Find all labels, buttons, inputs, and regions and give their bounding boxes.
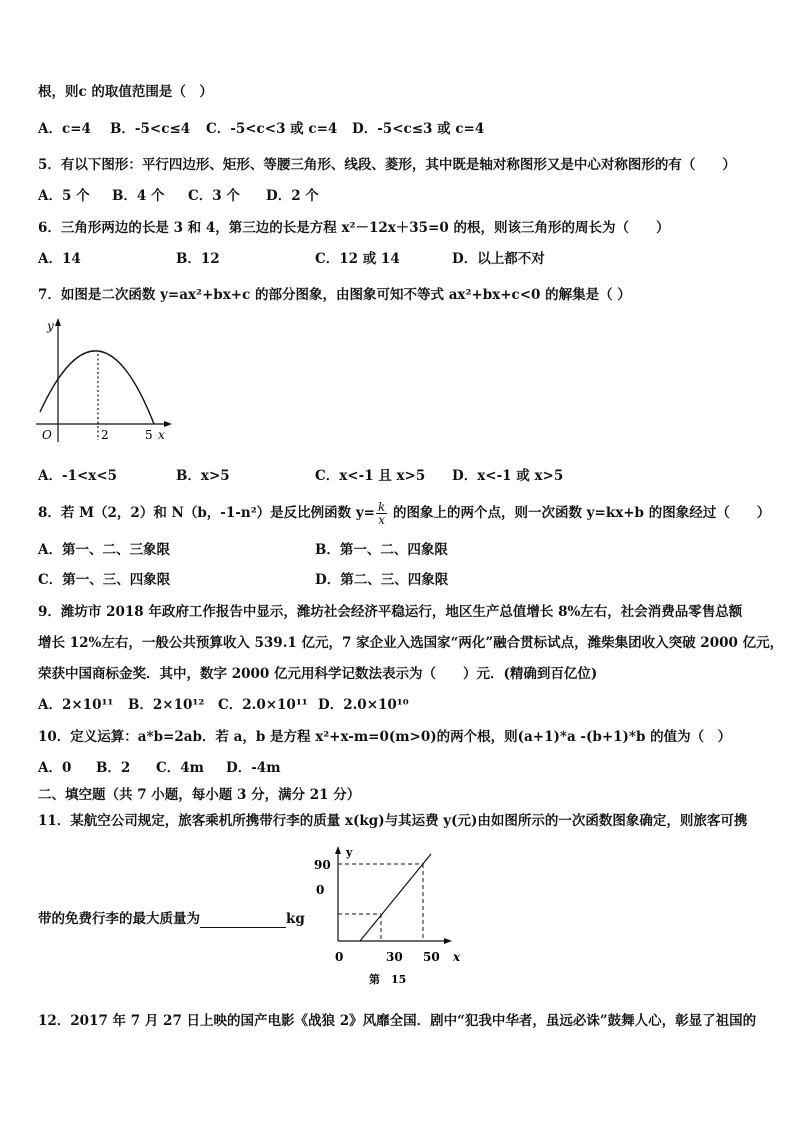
- q10-stem: 10．定义运算：a*b=2ab．若 a，b 是方程 x²+x-m=0(m>0)的两个根，则(a+1)*a -(b+1)*b 的值为（ ）: [38, 729, 732, 745]
- tick-5-label: 5: [145, 428, 153, 442]
- section-heading: 二、填空题（共 7 小题，每小题 3 分，满分 21 分）: [38, 787, 361, 803]
- option-d: D．x<-1 或 x>5: [452, 468, 564, 484]
- figure-caption: 第 15: [369, 973, 407, 986]
- option-d: D．以上都不对: [452, 251, 545, 267]
- q9-stem-line-3: 荣获中国商标金奖．其中，数字 2000 亿元用科学记数法表示为（ ）元．(精确到百亿位): [38, 666, 598, 682]
- x-tick-30-label: 30: [386, 950, 403, 964]
- option-a: A．0: [38, 760, 72, 776]
- q11-stem-post: kg: [286, 911, 305, 927]
- option-a: A．14: [38, 251, 81, 267]
- option-a: A．2×10¹¹: [38, 697, 114, 713]
- q8-stem-pre: 8．若 M（2，2）和 N（b，-1-n²）是反比例函数 y=: [38, 505, 375, 521]
- q11-stem-pre: 带的免费行李的最大质量为: [38, 911, 200, 927]
- y-axis-label: y: [47, 319, 54, 333]
- x-axis-arrow-icon: [164, 421, 172, 427]
- option-d: D．第二、三、四象限: [315, 572, 449, 588]
- option-c: C．4m: [156, 760, 204, 776]
- q9-stem-line-1: 9．潍坊市 2018 年政府工作报告中显示，潍坊社会经济平稳运行，地区生产总值增长 8%左右，社会消费品零售总额: [38, 604, 743, 620]
- option-c: C．-5<c<3 或 c=4: [206, 121, 338, 137]
- option-d: D．2.0×10¹⁰: [318, 697, 409, 713]
- function-line: [360, 854, 431, 941]
- fraction-numerator: k: [378, 500, 386, 514]
- y-axis-label: y: [346, 846, 353, 859]
- tick-0-label: 0: [316, 883, 325, 897]
- option-c: C．2.0×10¹¹: [218, 697, 308, 713]
- q11-linear-figure: [308, 840, 468, 990]
- option-a: A．c=4: [38, 121, 91, 137]
- tick-2-label: 2: [101, 428, 109, 442]
- x-axis-label: x: [453, 950, 461, 964]
- fraction-denominator: x: [378, 513, 386, 527]
- origin-label: O: [42, 428, 52, 442]
- q7-parabola-figure: [32, 312, 182, 447]
- option-c: C．第一、三、四象限: [38, 572, 171, 588]
- option-a: A．5 个: [38, 188, 90, 204]
- x-axis-label: x: [158, 428, 165, 442]
- q12-stem: 12．2017 年 7 月 27 日上映的国产电影《战狼 2》风靡全国．剧中“犯我中华者，虽远必诛”鼓舞人心，彰显了祖国的: [38, 1013, 757, 1029]
- y-axis-arrow-icon: [55, 318, 61, 326]
- tick-90-label: 90: [314, 858, 331, 872]
- parabola-curve: [40, 351, 154, 424]
- option-d: D．-5<c≤3 或 c=4: [352, 121, 485, 137]
- q5-stem: 5．有以下图形：平行四边形、矩形、等腰三角形、线段、菱形，其中既是轴对称图形又是中心对称图形的有（ ）: [38, 157, 736, 173]
- y-axis-arrow-icon: [335, 846, 341, 854]
- option-b: B．2: [96, 760, 131, 776]
- option-c: C．x<-1 且 x>5: [315, 468, 426, 484]
- option-b: B．第一、二、四象限: [315, 542, 448, 558]
- option-b: B．12: [176, 251, 220, 267]
- option-b: B．x>5: [176, 468, 230, 484]
- option-c: C．3 个: [188, 188, 240, 204]
- x-tick-0-label: 0: [335, 950, 344, 964]
- q8-stem: [38, 500, 770, 526]
- option-d: D．2 个: [266, 188, 319, 204]
- q11-stem-line-1: 11．某航空公司规定，旅客乘机所携带行李的质量 x(kg)与其运费 y(元)由如图所示的一次函数图象确定，则旅客可携: [38, 813, 748, 829]
- q11-stem-line-2: [38, 910, 305, 928]
- option-d: D．-4m: [226, 760, 281, 776]
- fraction-k-over-x: [376, 501, 387, 526]
- q4-stem-end: 根，则c 的取值范围是（ ）: [38, 84, 213, 100]
- option-b: B．4 个: [112, 188, 165, 204]
- q6-stem: 6．三角形两边的长是 3 和 4，第三边的长是方程 x²－12x＋35=0 的根，则该三角形的周长为（ ）: [38, 220, 670, 236]
- q8-stem-post: 的图象上的两个点，则一次函数 y=kx+b 的图象经过（ ）: [388, 505, 771, 521]
- answer-blank[interactable]: [200, 913, 286, 928]
- option-c: C．12 或 14: [315, 251, 400, 267]
- option-a: A．第一、二、三象限: [38, 542, 170, 558]
- q7-stem: 7．如图是二次函数 y=ax²+bx+c 的部分图象，由图象可知不等式 ax²+bx+c<0 的解集是（ ）: [38, 287, 631, 303]
- q9-stem-line-2: 增长 12%左右，一般公共预算收入 539.1 亿元，7 家企业入选国家“两化”融合贯标试点，潍柴集团收入突破 2000 亿元，: [38, 635, 784, 651]
- x-axis-arrow-icon: [444, 938, 452, 944]
- option-b: B．-5<c≤4: [110, 121, 191, 137]
- x-tick-50-label: 50: [423, 950, 440, 964]
- option-a: A．-1<x<5: [38, 468, 118, 484]
- option-b: B．2×10¹²: [128, 697, 205, 713]
